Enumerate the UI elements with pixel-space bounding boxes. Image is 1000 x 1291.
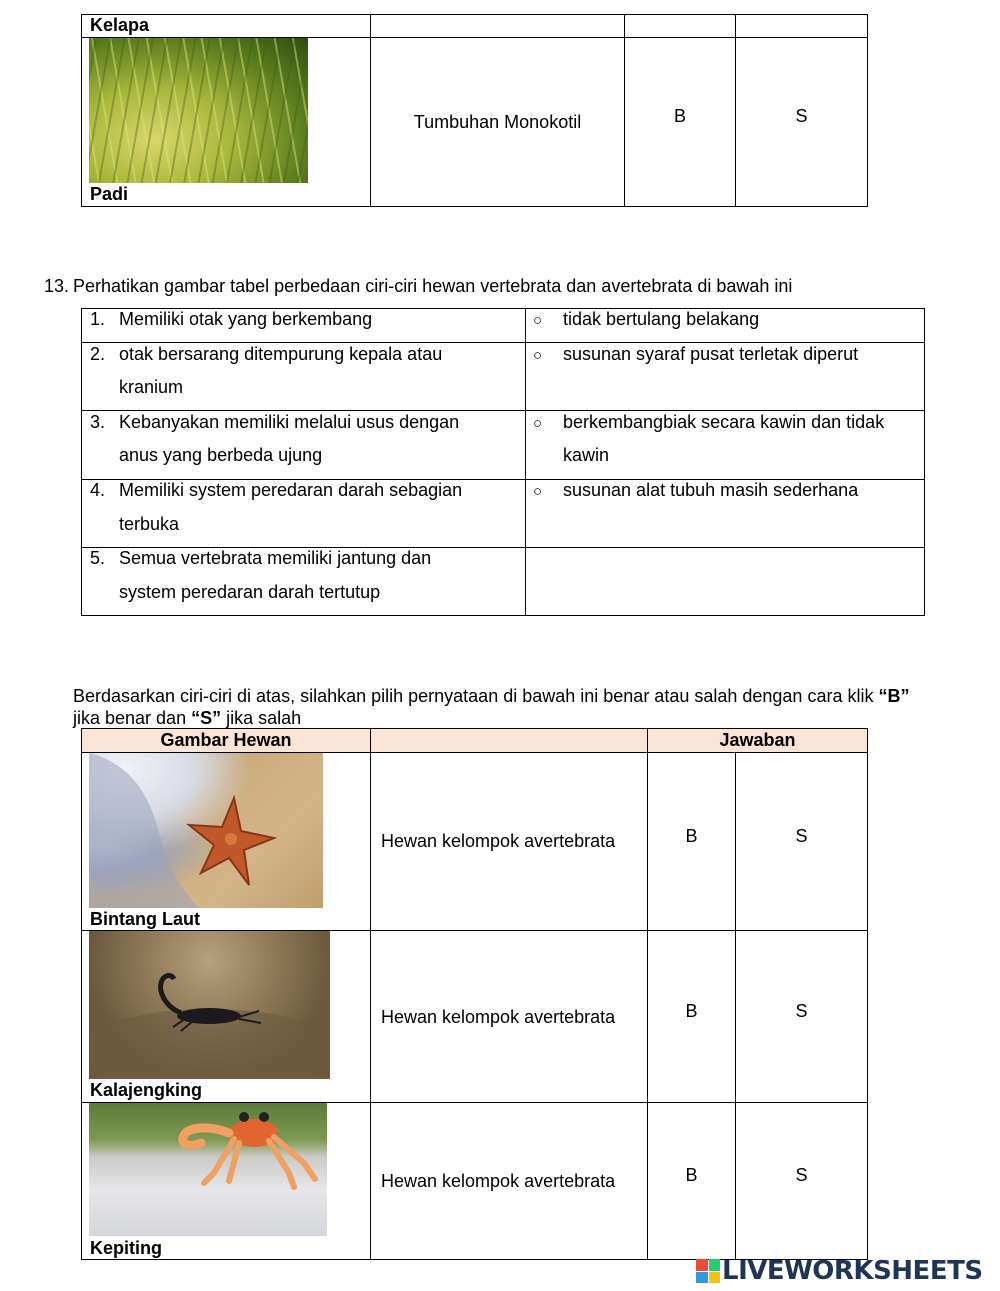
bullet-icon: ○	[533, 483, 543, 500]
table-cell	[525, 547, 925, 616]
vertebrate-trait: otak bersarang ditempurung kepala atau	[119, 344, 443, 364]
statement-text: Hewan kelompok avertebrata	[381, 831, 616, 851]
item-number: 3.	[90, 412, 106, 432]
logo-text: LIVEWORKSHEETS	[722, 1256, 983, 1286]
vertebrate-trait-cont: system peredaran darah tertutup	[119, 582, 381, 602]
vertebrate-trait: Memiliki system peredaran darah sebagian	[119, 480, 463, 500]
option-b[interactable]: B	[685, 826, 698, 846]
instruction-part1: Berdasarkan ciri-ciri di atas, silahkan pilih pernyataan di bawah ini benar atau salah dengan cara klik	[73, 686, 879, 706]
statement-text: Tumbuhan Monokotil	[413, 112, 582, 132]
bullet-icon: ○	[533, 415, 543, 432]
vertebrate-trait: Memiliki otak yang berkembang	[119, 309, 373, 329]
rice-plant-image	[89, 38, 308, 183]
invertebrate-trait: tidak bertulang belakang	[563, 309, 760, 329]
invertebrate-trait: susunan alat tubuh masih sederhana	[563, 480, 859, 500]
starfish-icon	[89, 753, 323, 908]
option-s[interactable]: S	[795, 106, 808, 126]
table-cell	[624, 14, 736, 38]
liveworksheets-logo	[696, 1256, 983, 1286]
option-s[interactable]: S	[795, 1165, 808, 1185]
option-b[interactable]: B	[685, 1165, 698, 1185]
logo-icon	[696, 1259, 720, 1283]
question-number: 13.	[44, 276, 70, 296]
instruction-s-quote: “S”	[191, 708, 222, 728]
table-cell	[370, 14, 625, 38]
invertebrate-trait-cont: kawin	[563, 445, 610, 465]
crab-image	[89, 1103, 327, 1236]
item-number: 2.	[90, 344, 106, 364]
plant-label-padi: Padi	[90, 184, 129, 204]
option-b[interactable]: B	[673, 106, 686, 126]
item-number: 1.	[90, 309, 106, 329]
item-number: 5.	[90, 548, 106, 568]
item-number: 4.	[90, 480, 106, 500]
option-s[interactable]: S	[795, 826, 808, 846]
bullet-icon: ○	[533, 312, 543, 329]
instruction-text	[73, 685, 993, 729]
vertebrate-trait: Semua vertebrata memiliki jantung dan	[119, 548, 432, 568]
header-image-label: Gambar Hewan	[160, 730, 292, 750]
instruction-b-quote: “B”	[878, 686, 910, 706]
option-b[interactable]: B	[685, 1001, 698, 1021]
scorpion-icon	[89, 931, 330, 1079]
header-answer-label: Jawaban	[719, 730, 796, 750]
animal-label: Bintang Laut	[90, 909, 200, 929]
animal-label: Kepiting	[90, 1238, 162, 1258]
statement-text: Hewan kelompok avertebrata	[381, 1171, 616, 1191]
vertebrate-trait-cont: terbuka	[119, 514, 180, 534]
invertebrate-trait: susunan syaraf pusat terletak diperut	[563, 344, 859, 364]
instruction-part2: jika benar dan	[73, 708, 192, 728]
bullet-icon: ○	[533, 347, 543, 364]
vertebrate-trait-cont: anus yang berbeda ujung	[119, 445, 323, 465]
statement-text: Hewan kelompok avertebrata	[381, 1007, 616, 1027]
table-cell	[735, 14, 868, 38]
header-cell	[370, 728, 648, 753]
crab-icon	[89, 1103, 327, 1236]
starfish-image	[89, 753, 323, 908]
animal-label: Kalajengking	[90, 1080, 203, 1100]
vertebrate-trait-cont: kranium	[119, 377, 184, 397]
option-s[interactable]: S	[795, 1001, 808, 1021]
invertebrate-trait: berkembangbiak secara kawin dan tidak	[563, 412, 885, 432]
vertebrate-trait: Kebanyakan memiliki melalui usus dengan	[119, 412, 460, 432]
scorpion-image	[89, 931, 330, 1079]
plant-label-kelapa: Kelapa	[90, 15, 150, 35]
question-text: Perhatikan gambar tabel perbedaan ciri-ciri hewan vertebrata dan avertebrata di bawah ini	[73, 276, 793, 296]
instruction-part3: jika salah	[221, 708, 302, 728]
